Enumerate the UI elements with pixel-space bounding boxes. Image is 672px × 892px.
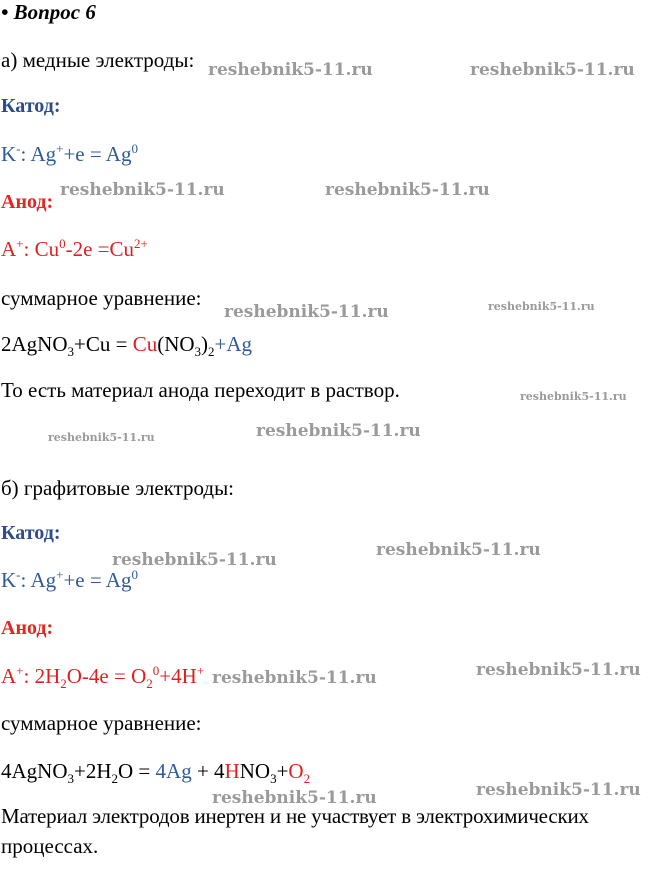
watermark: reshebnik5-11.ru <box>48 431 155 444</box>
part-b-summary-label: суммарное уравнение: <box>1 711 202 735</box>
part-a-summary-equation: 2AgNO$_3$+Cu = $Cu(NO_3)_2+Ag$ <box>1 332 253 359</box>
part-b-summary-equation: $4AgNO_3+2H_2O = 4Ag + 4HNO_3+O_2$ <box>1 759 311 786</box>
watermark: reshebnik5-11.ru <box>256 421 421 441</box>
watermark: reshebnik5-11.ru <box>112 550 277 570</box>
part-a-cathode-label: Катод: <box>1 95 61 117</box>
part-b-anode-label: Анод: <box>1 617 54 639</box>
watermark: reshebnik5-11.ru <box>470 60 635 80</box>
watermark: reshebnik5-11.ru <box>212 788 377 808</box>
question-title: • Вопрос 6 <box>1 0 96 24</box>
watermark: reshebnik5-11.ru <box>476 780 641 800</box>
part-a-anode-equation: A+: $Cu^0-2e =Cu^{2+}$ <box>1 236 148 261</box>
part-a-heading: а) медные электроды: <box>1 48 195 72</box>
part-b-heading: б) графитовые электроды: <box>1 476 235 500</box>
watermark: reshebnik5-11.ru <box>520 390 627 403</box>
watermark: reshebnik5-11.ru <box>488 300 595 313</box>
part-b-cathode-equation: K-: $Ag^++e = Ag^0$ <box>1 567 138 592</box>
watermark: reshebnik5-11.ru <box>325 180 490 200</box>
part-a-summary-label: суммарное уравнение: <box>1 286 202 310</box>
watermark: reshebnik5-11.ru <box>212 668 377 688</box>
part-b-anode-equation: A+: $2H_2O-4e = O_2^0+4H^+$ <box>1 663 205 691</box>
part-a-anode-label: Анод: <box>1 191 54 213</box>
watermark: reshebnik5-11.ru <box>476 660 641 680</box>
part-a-cathode-equation: K-: $Ag^++e = Ag^0$ <box>1 141 138 166</box>
watermark: reshebnik5-11.ru <box>224 302 389 322</box>
part-a-conclusion: То есть материал анода переходит в раствор. <box>1 378 400 402</box>
watermark: reshebnik5-11.ru <box>376 540 541 560</box>
watermark: reshebnik5-11.ru <box>60 180 225 200</box>
part-b-conclusion-line-1: Материал электродов инертен и не участвует в электрохимических <box>1 804 589 828</box>
watermark: reshebnik5-11.ru <box>208 60 373 80</box>
part-b-cathode-label: Катод: <box>1 522 61 544</box>
part-b-conclusion-line-2: процессах. <box>1 834 99 858</box>
